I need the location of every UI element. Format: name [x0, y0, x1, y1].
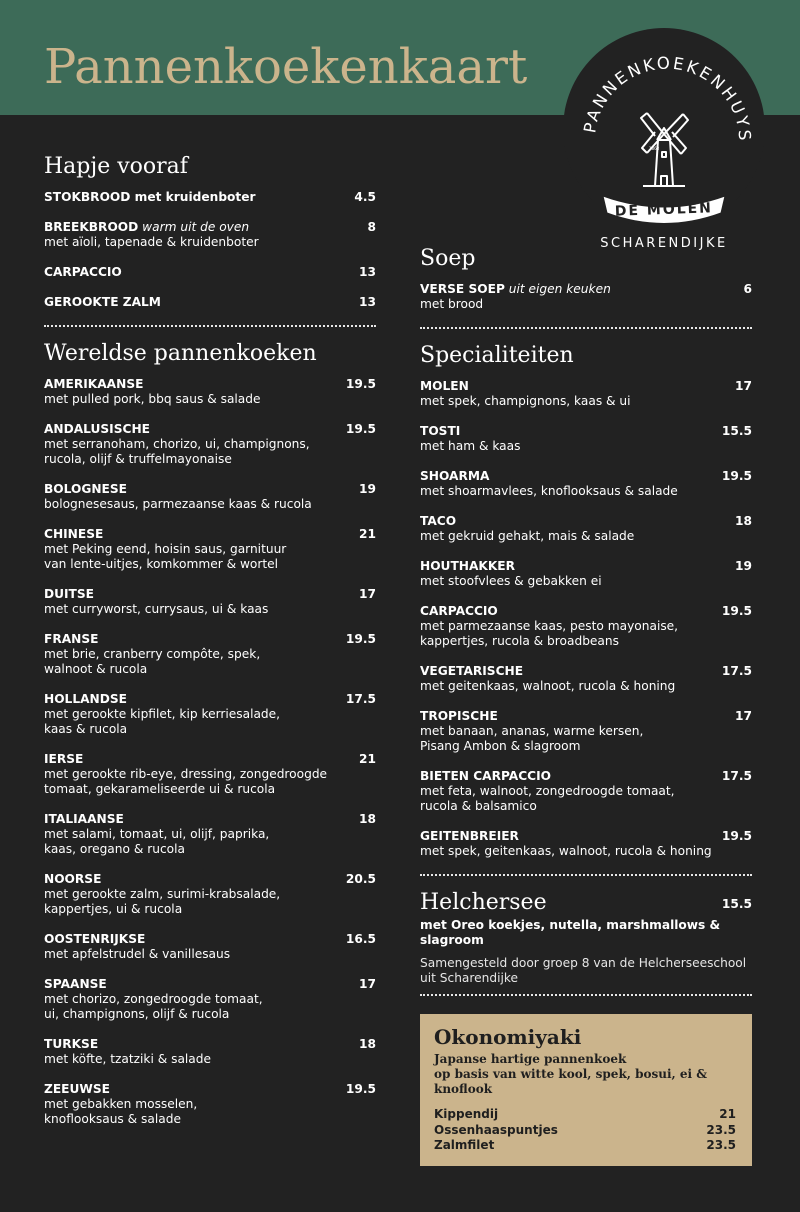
logo-arc-text: PANNENKOEKENHUYS — [580, 53, 755, 144]
divider — [420, 994, 752, 996]
menu-item — [420, 664, 752, 694]
menu-item — [420, 769, 752, 814]
menu-item-name: FRANSE — [44, 632, 99, 646]
special-list — [420, 379, 752, 859]
okonomiyaki-option-name: Kippendij — [434, 1107, 499, 1121]
helchersee-note-line: uit Scharendijke — [420, 971, 518, 985]
menu-item — [44, 422, 376, 467]
menu-item-desc: met parmezaanse kaas, pesto mayonaise, — [420, 619, 679, 633]
okonomiyaki-option-price: 23.5 — [706, 1138, 736, 1152]
okonomiyaki-option-name: Ossenhaaspuntjes — [434, 1122, 558, 1137]
menu-item-name: ANDALUSISCHE — [44, 422, 150, 436]
helchersee-note — [420, 956, 752, 986]
menu-item-price: 17 — [735, 379, 752, 393]
menu-item — [44, 220, 376, 250]
menu-item-price: 17.5 — [721, 769, 752, 783]
menu-item-name: CARPACCIO — [44, 265, 122, 279]
menu-item — [420, 514, 752, 544]
menu-item-price: 18 — [359, 1037, 376, 1051]
menu-item-name: BREEKBROOD — [44, 220, 139, 234]
menu-item-name: MOLEN — [420, 379, 469, 393]
menu-item-name: SHOARMA — [420, 469, 490, 483]
menu-item-desc: met köfte, tzatziki & salade — [44, 1052, 212, 1066]
menu-item-price: 19 — [735, 559, 752, 573]
menu-item-desc: met stoofvlees & gebakken ei — [420, 574, 602, 588]
menu-item-price: 19.5 — [721, 829, 752, 843]
helchersee-price: 15.5 — [721, 897, 752, 911]
menu-item-price: 17.5 — [345, 692, 376, 706]
menu-item-name: GEROOKTE ZALM — [44, 295, 161, 309]
menu-item-name: BOLOGNESE — [44, 482, 127, 496]
menu-item-desc: Pisang Ambon & slagroom — [420, 739, 581, 753]
menu-item-price: 17 — [359, 587, 376, 601]
menu-item-price: 19.5 — [721, 469, 752, 483]
menu-item-desc: van lente-uitjes, komkommer & wortel — [44, 557, 279, 571]
menu-item-price: 15.5 — [721, 424, 752, 438]
menu-item-name: VEGETARISCHE — [420, 664, 524, 678]
menu-item — [44, 1082, 376, 1127]
menu-item-name: BIETEN CARPACCIO — [420, 769, 552, 783]
hapje-list — [44, 190, 376, 310]
helchersee-header — [420, 888, 752, 918]
menu-item-desc: met brie, cranberry compôte, spek, — [44, 647, 261, 661]
logo-year: 1868 — [649, 146, 660, 151]
okonomiyaki-option-price: 23.5 — [706, 1122, 736, 1137]
logo-name: DE MOLEN — [614, 200, 714, 220]
left-column — [44, 152, 376, 1142]
menu-item-desc: met chorizo, zongedroogde tomaat, — [44, 992, 263, 1006]
menu-item-price: 8 — [367, 220, 376, 234]
menu-item — [420, 424, 752, 454]
section-title-soep: Soep — [420, 246, 476, 271]
menu-item-name: AMERIKAANSE — [44, 377, 144, 391]
logo-place: SCHARENDIJKE — [600, 236, 728, 251]
menu-item — [44, 932, 376, 962]
menu-item-name: TROPISCHE — [420, 709, 498, 723]
menu-item — [420, 559, 752, 589]
menu-item — [44, 812, 376, 857]
divider — [44, 325, 376, 327]
okonomiyaki-sub2: op basis van witte kool, spek, bosui, ei & knoflook — [434, 1067, 708, 1096]
menu-item-name: GEITENBREIER — [420, 829, 519, 843]
menu-item-desc: met spek, geitenkaas, walnoot, rucola & honing — [420, 844, 712, 858]
okonomiyaki-option-name: Zalmfilet — [434, 1138, 495, 1152]
menu-item — [44, 977, 376, 1022]
menu-item-name: ITALIAANSE — [44, 812, 124, 826]
menu-item-price: 18 — [359, 812, 376, 826]
menu-item — [44, 692, 376, 737]
menu-item — [420, 282, 752, 312]
menu-item-desc: met gebakken mosselen, — [44, 1097, 198, 1111]
menu-item-desc: met gerookte kipfilet, kip kerriesalade, — [44, 707, 281, 721]
menu-item-price: 19 — [359, 482, 376, 496]
menu-item-name: NOORSE — [44, 872, 102, 886]
menu-item-price: 13 — [359, 265, 376, 279]
menu-item-price: 19.5 — [345, 1082, 376, 1096]
menu-item-desc: met gerookte rib-eye, dressing, zongedroogde — [44, 767, 328, 781]
divider — [420, 327, 752, 329]
menu-item-name: VERSE SOEP — [420, 282, 505, 296]
menu-item-desc: rucola & balsamico — [420, 799, 537, 813]
menu-item-price: 18 — [735, 514, 752, 528]
menu-item-desc: met feta, walnoot, zongedroogde tomaat, — [420, 784, 675, 798]
divider — [420, 874, 752, 876]
menu-item-desc: met geitenkaas, walnoot, rucola & honing — [420, 679, 676, 693]
menu-item-desc: met gerookte zalm, surimi-krabsalade, — [44, 887, 281, 901]
menu-item — [420, 469, 752, 499]
menu-item — [420, 829, 752, 859]
soep-list — [420, 282, 752, 312]
okonomiyaki-title: Okonomiyaki — [434, 1025, 582, 1049]
menu-item-desc: kappertjes, rucola & broadbeans — [420, 634, 619, 648]
menu-item-desc: met banaan, ananas, warme kersen, — [420, 724, 644, 738]
section-title-special: Specialiteiten — [420, 343, 574, 368]
section-title-wereld: Wereldse pannenkoeken — [44, 341, 317, 366]
menu-item-desc: met apfelstrudel & vanillesaus — [44, 947, 231, 961]
menu-item-note: warm uit de oven — [142, 220, 250, 234]
menu-item-name: IERSE — [44, 752, 84, 766]
menu-item-name: DUITSE — [44, 587, 94, 601]
menu-item-price: 17.5 — [721, 664, 752, 678]
menu-item-desc: met shoarmavlees, knoflooksaus & salade — [420, 484, 678, 498]
menu-item-price: 6 — [743, 282, 752, 296]
menu-item-name: ZEEUWSE — [44, 1082, 110, 1096]
section-title-helchersee: Helchersee — [420, 890, 547, 915]
menu-item-price: 19.5 — [345, 632, 376, 646]
menu-item-price: 19.5 — [345, 377, 376, 391]
menu-item-desc: kappertjes, ui & rucola — [44, 902, 183, 916]
menu-item-desc: met ham & kaas — [420, 439, 521, 453]
menu-item-price: 16.5 — [345, 932, 376, 946]
menu-item-desc: tomaat, gekarameliseerde ui & rucola — [44, 782, 276, 796]
menu-item-name: HOLLANDSE — [44, 692, 127, 706]
menu-item — [44, 482, 376, 512]
menu-item-desc: walnoot & rucola — [44, 662, 148, 676]
menu-item-name: STOKBROOD met kruidenboter — [44, 190, 256, 204]
menu-item-desc: knoflooksaus & salade — [44, 1112, 181, 1126]
menu-item — [420, 709, 752, 754]
menu-item — [44, 1037, 376, 1067]
okonomiyaki-box — [420, 1014, 752, 1166]
menu-item-name: TURKSE — [44, 1037, 99, 1051]
helchersee-note-line: Samengesteld door groep 8 van de Helcherseeschool — [420, 956, 747, 970]
menu-item-price: 21 — [359, 752, 376, 766]
menu-item-desc: met gekruid gehakt, mais & salade — [420, 529, 635, 543]
menu-item-name: CARPACCIO — [420, 604, 498, 618]
right-column — [420, 244, 752, 1166]
menu-item — [44, 872, 376, 917]
menu-item — [44, 752, 376, 797]
menu-item-desc: met Peking eend, hoisin saus, garnituur — [44, 542, 287, 556]
menu-item-desc: rucola, olijf & truffelmayonaise — [44, 452, 232, 466]
menu-item-desc: bolognesesaus, parmezaanse kaas & rucola — [44, 497, 312, 511]
menu-item-desc: ui, champignons, olijf & rucola — [44, 1007, 230, 1021]
menu-item-note: uit eigen keuken — [508, 282, 611, 296]
menu-item-price: 4.5 — [354, 190, 376, 204]
menu-item-name: OOSTENRIJKSE — [44, 932, 146, 946]
menu-item-desc: met serranoham, chorizo, ui, champignons, — [44, 437, 310, 451]
menu-item-price: 19.5 — [721, 604, 752, 618]
menu-item — [44, 377, 376, 407]
logo-badge — [563, 28, 765, 230]
menu-item — [420, 604, 752, 649]
menu-item — [44, 527, 376, 572]
menu-item-desc: kaas, oregano & rucola — [44, 842, 185, 856]
wereld-list — [44, 377, 376, 1127]
menu-item — [420, 379, 752, 409]
menu-item — [44, 190, 376, 205]
menu-item-desc: met aïoli, tapenade & kruidenboter — [44, 235, 259, 249]
menu-item-price: 17 — [359, 977, 376, 991]
menu-item-name: CHINESE — [44, 527, 104, 541]
menu-item-name: SPAANSE — [44, 977, 107, 991]
menu-item-name: HOUTHAKKER — [420, 559, 516, 573]
menu-item-desc: kaas & rucola — [44, 722, 128, 736]
menu-item-desc: met spek, champignons, kaas & ui — [420, 394, 631, 408]
okonomiyaki-option — [434, 1123, 736, 1139]
menu-item-desc: met curryworst, currysaus, ui & kaas — [44, 602, 269, 616]
menu-item-price: 17 — [735, 709, 752, 723]
menu-item-name: TACO — [420, 514, 457, 528]
menu-item — [44, 295, 376, 310]
menu-item — [44, 265, 376, 280]
okonomiyaki-option — [434, 1138, 736, 1154]
menu-item-desc: met brood — [420, 297, 484, 311]
okonomiyaki-option-price: 21 — [719, 1107, 736, 1121]
menu-item-name: TOSTI — [420, 424, 461, 438]
menu-item-desc: met salami, tomaat, ui, olijf, paprika, — [44, 827, 270, 841]
menu-item — [44, 587, 376, 617]
menu-item-price: 13 — [359, 295, 376, 309]
menu-item-price: 19.5 — [345, 422, 376, 436]
menu-item-desc: met pulled pork, bbq saus & salade — [44, 392, 261, 406]
menu-item — [44, 632, 376, 677]
okonomiyaki-sub1: Japanse hartige pannenkoek — [434, 1052, 627, 1066]
menu-item-price: 20.5 — [345, 872, 376, 886]
section-title-hapje: Hapje vooraf — [44, 154, 188, 179]
menu-item-price: 21 — [359, 527, 376, 541]
page-title: Pannenkoekenkaart — [44, 39, 528, 95]
helchersee-desc: met Oreo koekjes, nutella, marshmallows & slagroom — [420, 918, 721, 947]
okonomiyaki-options — [434, 1107, 736, 1154]
okonomiyaki-option — [434, 1107, 736, 1123]
